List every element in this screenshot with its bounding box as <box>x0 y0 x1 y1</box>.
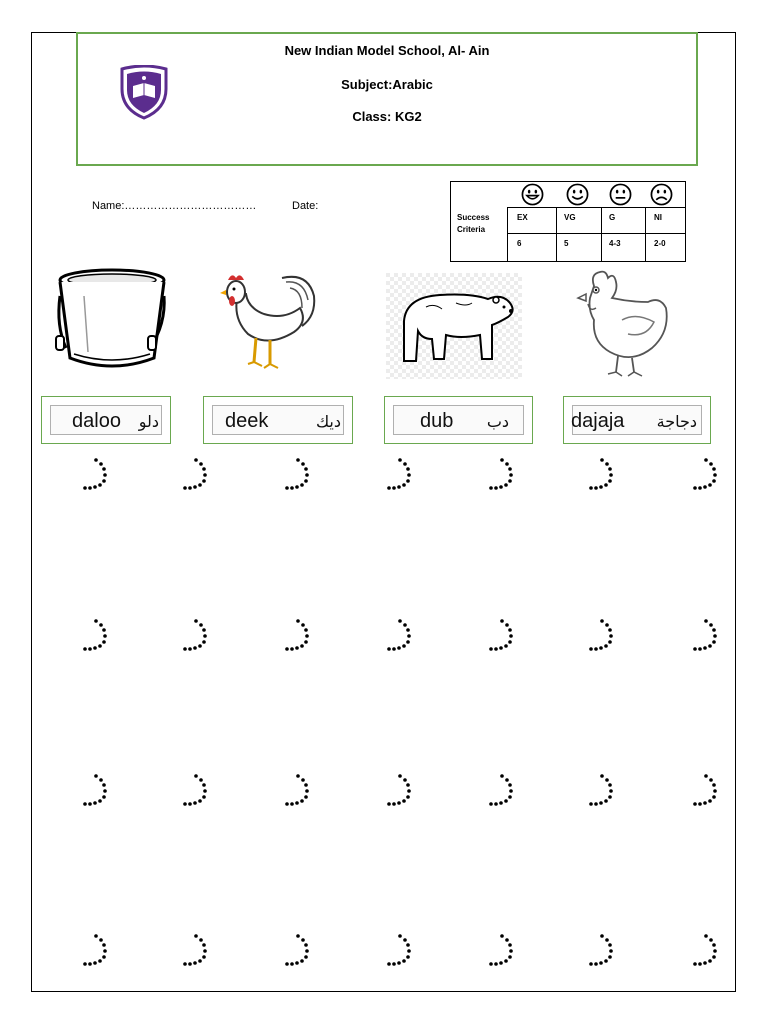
dotted-dal-letter-icon <box>486 772 526 812</box>
dotted-dal-letter-icon <box>80 456 120 496</box>
bear-icon <box>386 273 522 379</box>
dotted-dal-letter-icon <box>586 456 626 496</box>
page-border <box>31 32 736 992</box>
sad-face-icon <box>650 183 673 206</box>
word-arabic: ديك <box>315 412 341 431</box>
dotted-dal-letter-icon <box>80 617 120 657</box>
word-english: deek <box>225 410 269 432</box>
dotted-dal-letter-icon <box>586 617 626 657</box>
dotted-dal-letter-icon <box>180 617 220 657</box>
success-label: Success <box>457 213 490 222</box>
school-name: New Indian Model School, Al- Ain <box>284 43 490 58</box>
big-smile-face-icon <box>521 183 544 206</box>
word-arabic: دب <box>486 412 509 431</box>
dotted-dal-letter-icon <box>690 772 730 812</box>
score-ni: 2-0 <box>654 239 666 248</box>
score-ex: 6 <box>517 239 522 248</box>
criteria-label: Criteria <box>457 225 486 234</box>
word-english: dub <box>420 410 454 432</box>
word-english: daloo <box>72 410 121 432</box>
word-english: dajaja <box>571 410 625 432</box>
hen-icon <box>570 268 672 380</box>
word-card-daloo <box>41 396 171 444</box>
dotted-dal-letter-icon <box>384 456 424 496</box>
date-field-label: Date: <box>292 200 319 212</box>
dotted-dal-letter-icon <box>486 932 526 972</box>
dotted-dal-letter-icon <box>486 456 526 496</box>
word-arabic: دجاجة <box>656 412 697 431</box>
dotted-dal-letter-icon <box>282 456 322 496</box>
dotted-dal-letter-icon <box>690 932 730 972</box>
class-title: Class: KG2 <box>352 109 422 124</box>
dotted-dal-letter-icon <box>586 772 626 812</box>
dotted-dal-letter-icon <box>282 932 322 972</box>
dotted-dal-letter-icon <box>690 617 730 657</box>
dotted-dal-letter-icon <box>180 456 220 496</box>
dotted-dal-letter-icon <box>180 932 220 972</box>
dotted-dal-letter-icon <box>180 772 220 812</box>
dotted-dal-letter-icon <box>486 617 526 657</box>
grade-g: G <box>609 213 616 222</box>
dotted-dal-letter-icon <box>80 932 120 972</box>
word-card-dajaja <box>563 396 711 444</box>
dotted-dal-letter-icon <box>690 456 730 496</box>
dotted-dal-letter-icon <box>282 617 322 657</box>
bucket-icon <box>54 266 170 376</box>
dotted-dal-letter-icon <box>282 772 322 812</box>
dotted-dal-letter-icon <box>384 932 424 972</box>
score-vg: 5 <box>564 239 569 248</box>
dotted-dal-letter-icon <box>80 772 120 812</box>
grade-vg: VG <box>564 213 576 222</box>
name-field-label: Name:……………………………… <box>92 200 257 212</box>
word-card-deek <box>203 396 353 444</box>
dotted-dal-letter-icon <box>384 617 424 657</box>
grade-ni: NI <box>654 213 662 222</box>
word-card-dub <box>384 396 533 444</box>
rooster-icon <box>218 268 318 374</box>
neutral-face-icon <box>609 183 632 206</box>
subject-title: Subject:Arabic <box>341 77 433 92</box>
smile-face-icon <box>566 183 589 206</box>
grade-ex: EX <box>517 213 528 222</box>
dotted-dal-letter-icon <box>586 932 626 972</box>
dotted-dal-letter-icon <box>384 772 424 812</box>
score-g: 4-3 <box>609 239 621 248</box>
word-arabic: دلو <box>138 412 159 431</box>
